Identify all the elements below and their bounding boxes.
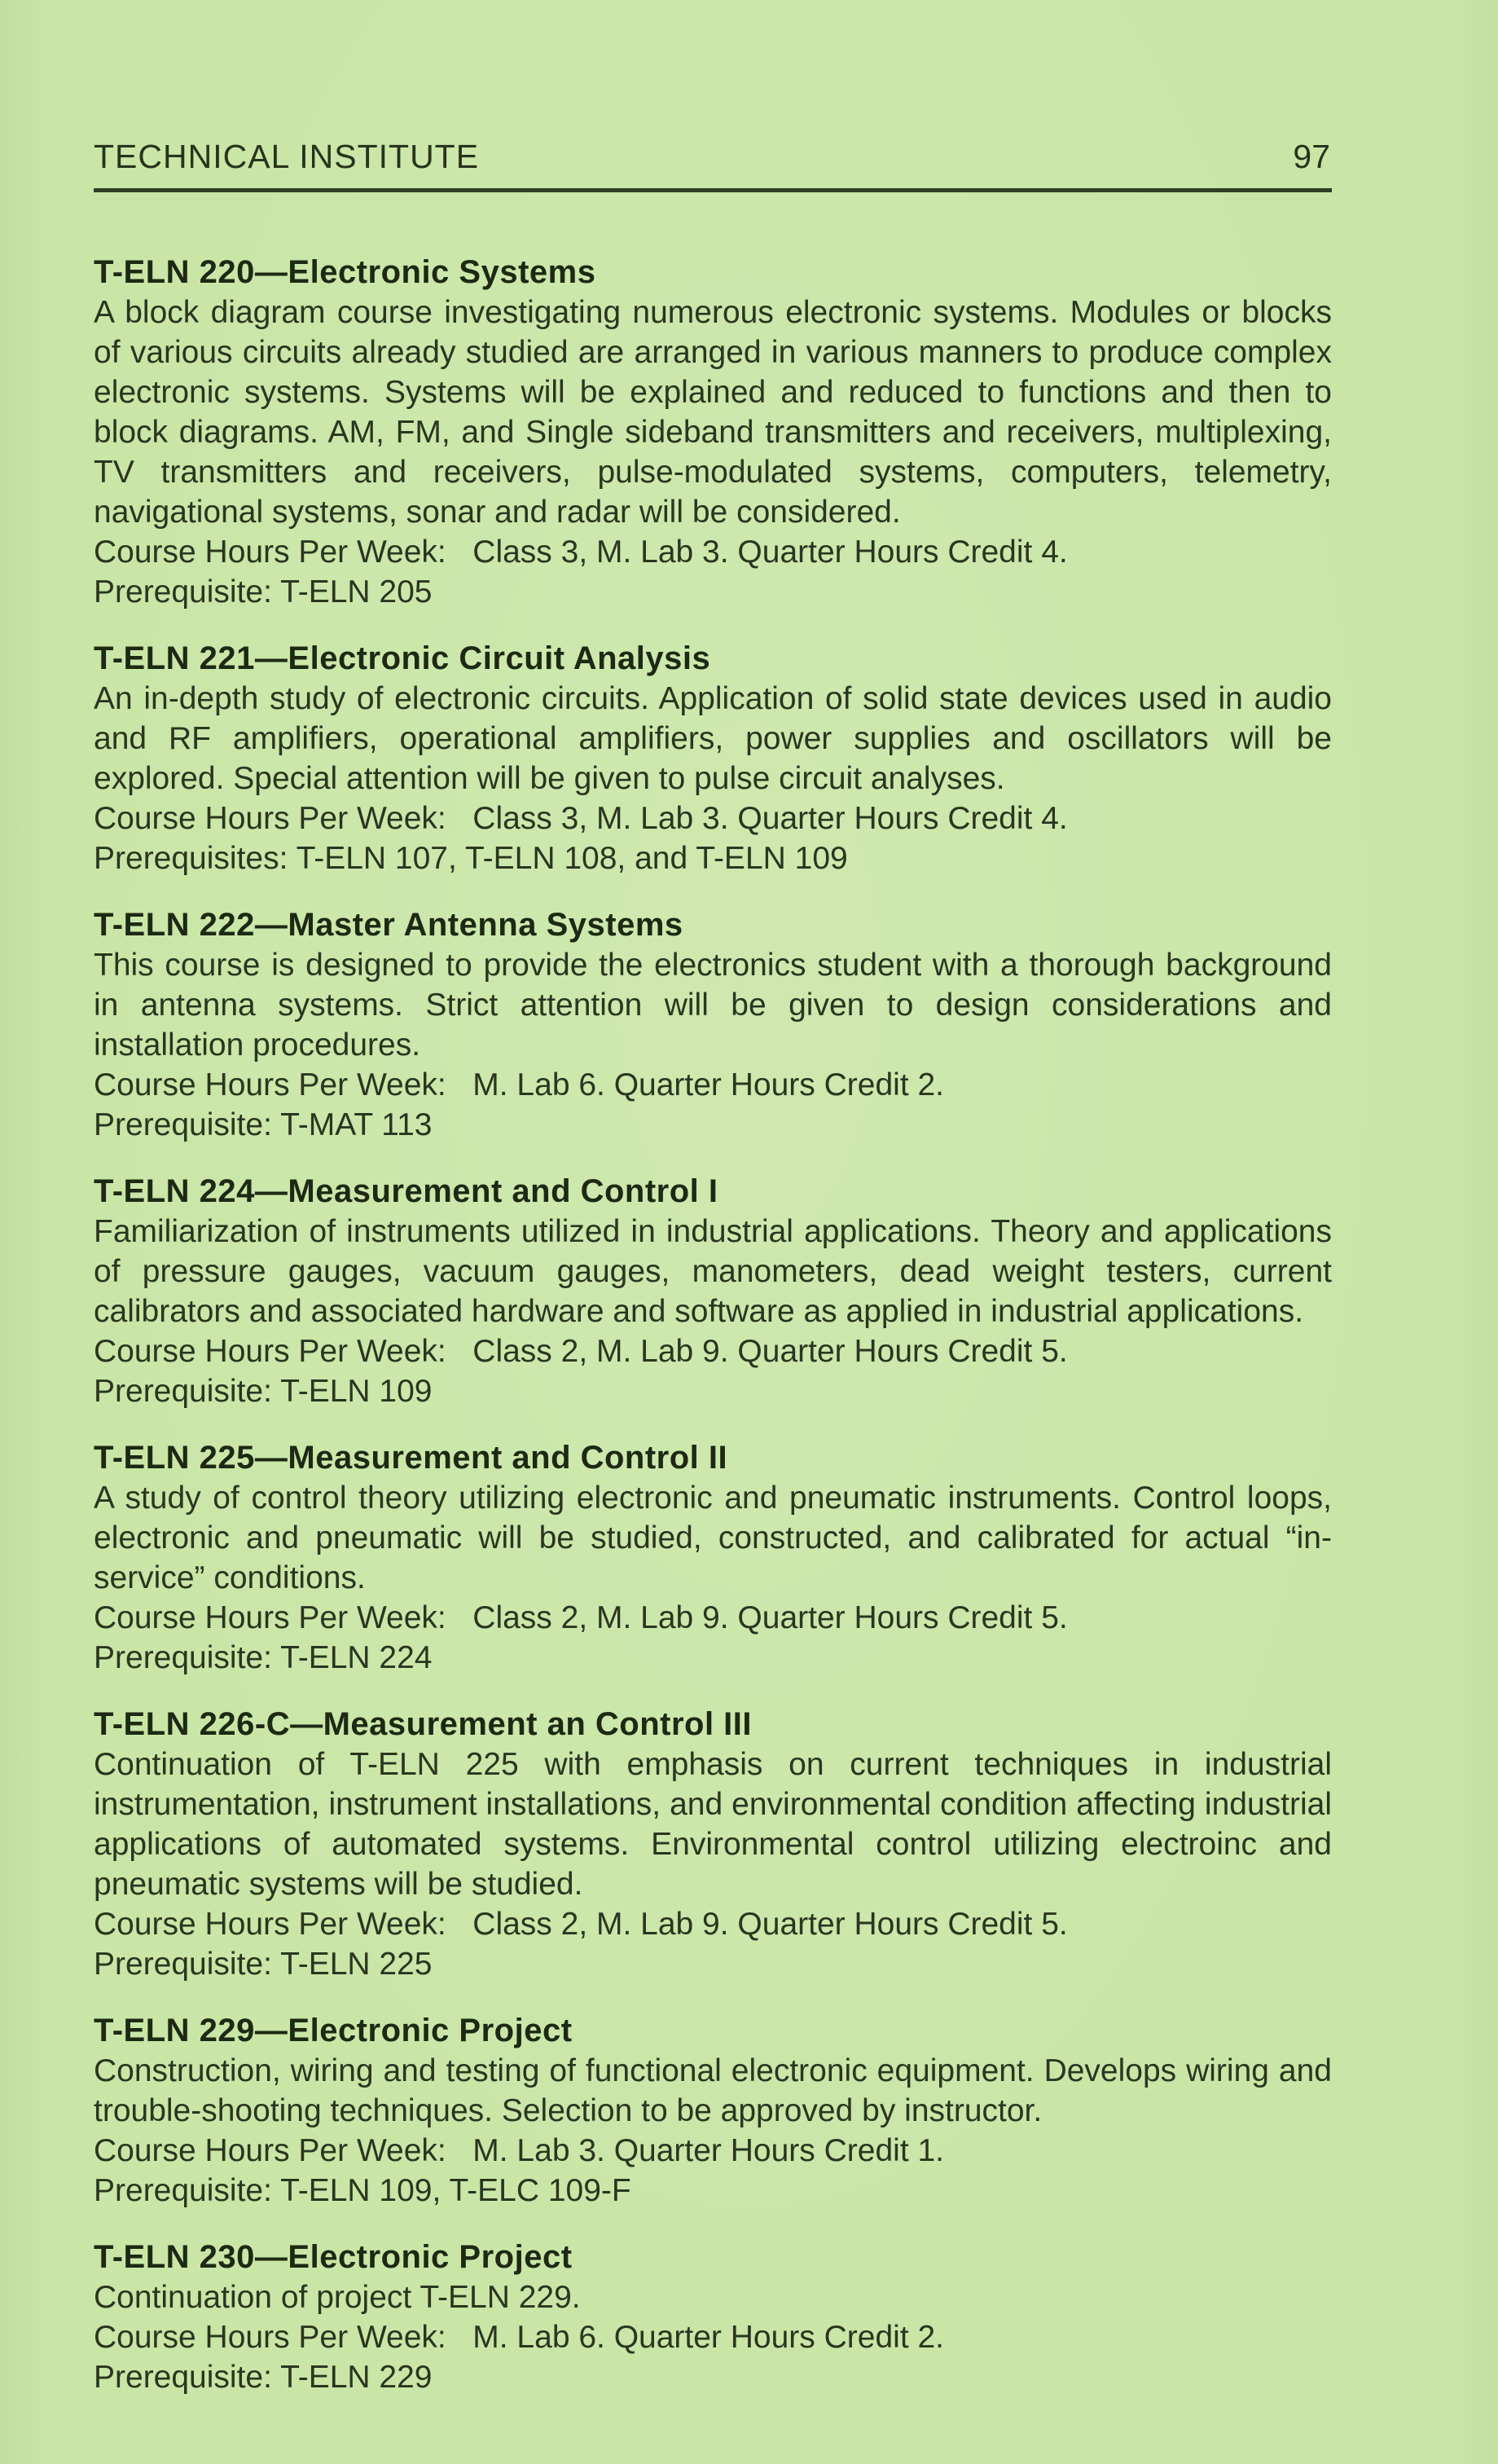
course-hours: Course Hours Per Week: M. Lab 6. Quarter Hours Credit 2. <box>94 1067 945 1102</box>
course-description: Continuation of project T-ELN 229. <box>94 2280 581 2315</box>
course-entry-teln-225 <box>94 1438 1332 1678</box>
course-prerequisite: Prerequisite: T-MAT 113 <box>94 1107 433 1142</box>
course-title: T-ELN 229—Electronic Project <box>94 2013 573 2048</box>
course-prerequisite: Prerequisite: T-ELN 224 <box>94 1640 433 1675</box>
page-content <box>94 137 1332 2397</box>
course-entry-teln-226c <box>94 1705 1332 1984</box>
course-prerequisite: Prerequisite: T-ELN 205 <box>94 574 433 609</box>
course-title: T-ELN 226-C—Measurement an Control III <box>94 1706 753 1742</box>
page-number: 97 <box>1293 138 1330 175</box>
course-prerequisite: Prerequisite: T-ELN 229 <box>94 2360 433 2395</box>
page-header <box>94 137 1332 192</box>
course-title: T-ELN 224—Measurement and Control I <box>94 1173 718 1209</box>
course-description: An in-depth study of electronic circuits. Application of solid state devices used in audio and RF amplifiers, operational amplifiers, power supplies and oscillators will be explored. Special attention will be given to pulse circuit analyses. <box>94 681 1332 796</box>
course-entry-teln-224 <box>94 1172 1332 1411</box>
course-title: T-ELN 230—Electronic Project <box>94 2239 573 2275</box>
page-header-title: TECHNICAL INSTITUTE <box>94 138 480 175</box>
course-hours: Course Hours Per Week: M. Lab 3. Quarter Hours Credit 1. <box>94 2133 945 2168</box>
course-title: T-ELN 222—Master Antenna Systems <box>94 907 683 943</box>
course-description: Continuation of T-ELN 225 with emphasis on current techniques in industrial instrumentation, instrument installations, and environmental condition affecting industrial applications of automated systems. Environmental control utilizing electroinc and pneumatic systems will be studied. <box>94 1747 1332 1902</box>
course-title: T-ELN 221—Electronic Circuit Analysis <box>94 640 711 676</box>
course-description: A study of control theory utilizing electronic and pneumatic instruments. Control loops, electronic and pneumatic will be studied, constructed, and calibrated for actual “in-service” conditions. <box>94 1481 1332 1595</box>
course-entry-teln-222 <box>94 905 1332 1145</box>
course-prerequisite: Prerequisite: T-ELN 225 <box>94 1947 433 1982</box>
course-hours: Course Hours Per Week: Class 2, M. Lab 9. Quarter Hours Credit 5. <box>94 1334 1068 1369</box>
course-hours: Course Hours Per Week: M. Lab 6. Quarter Hours Credit 2. <box>94 2320 945 2355</box>
course-hours: Course Hours Per Week: Class 2, M. Lab 9. Quarter Hours Credit 5. <box>94 1907 1068 1942</box>
course-title: T-ELN 225—Measurement and Control II <box>94 1440 728 1476</box>
course-hours: Course Hours Per Week: Class 3, M. Lab 3. Quarter Hours Credit 4. <box>94 535 1068 570</box>
course-hours: Course Hours Per Week: Class 2, M. Lab 9. Quarter Hours Credit 5. <box>94 1600 1068 1635</box>
course-title: T-ELN 220—Electronic Systems <box>94 254 596 290</box>
course-description: A block diagram course investigating numerous electronic systems. Modules or blocks of various circuits already studied are arranged in various manners to produce complex electronic systems. Systems will be explained and reduced to functions and then to block diagrams. AM, FM, and Single sideband transmitters and receivers, multiplexing, TV transmitters and receivers, pulse-modulated systems, computers, telemetry, navigational systems, sonar and radar will be considered. <box>94 295 1332 530</box>
course-entry-teln-230 <box>94 2237 1332 2397</box>
course-entry-teln-220 <box>94 253 1332 612</box>
course-description: Familiarization of instruments utilized in industrial applications. Theory and applications of pressure gauges, vacuum gauges, manometers, dead weight testers, current calibrators and associated hardware and software as applied in industrial applications. <box>94 1214 1332 1329</box>
course-prerequisite: Prerequisite: T-ELN 109, T-ELC 109-F <box>94 2173 631 2208</box>
course-prerequisite: Prerequisites: T-ELN 107, T-ELN 108, and T-ELN 109 <box>94 841 848 876</box>
course-description: Construction, wiring and testing of functional electronic equipment. Develops wiring and trouble-shooting techniques. Selection to be approved by instructor. <box>94 2053 1332 2128</box>
course-entry-teln-221 <box>94 639 1332 878</box>
course-entry-teln-229 <box>94 2011 1332 2211</box>
course-description: This course is designed to provide the electronics student with a thorough background in antenna systems. Strict attention will be given to design considerations and installation procedures. <box>94 948 1332 1063</box>
course-prerequisite: Prerequisite: T-ELN 109 <box>94 1374 433 1409</box>
course-hours: Course Hours Per Week: Class 3, M. Lab 3. Quarter Hours Credit 4. <box>94 801 1068 836</box>
